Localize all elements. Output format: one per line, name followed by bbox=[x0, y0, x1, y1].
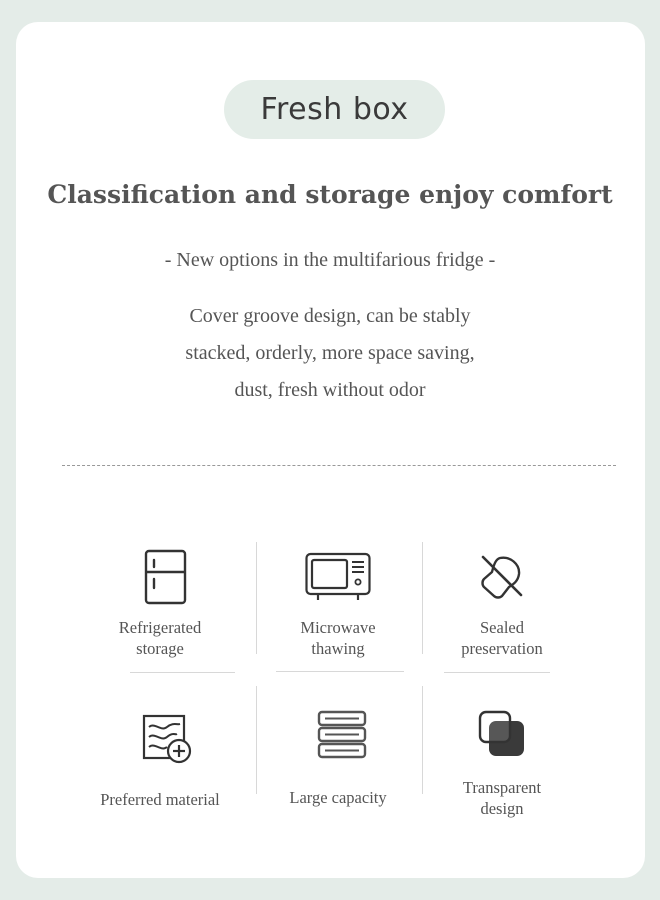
feature-label-capacity: Large capacity bbox=[289, 788, 387, 807]
headline: Classification and storage enjoy comfort bbox=[47, 180, 613, 209]
microwave-icon bbox=[304, 550, 372, 604]
feature-label-refrigerated: Refrigerated storage bbox=[118, 618, 202, 658]
subtitle: - New options in the multifarious fridge - bbox=[164, 249, 496, 271]
description-line-1: Cover groove design, can be stably bbox=[189, 305, 471, 327]
grid-divider bbox=[256, 686, 257, 794]
grid-divider bbox=[422, 686, 423, 794]
description-line-2: stacked, orderly, more space saving, bbox=[185, 342, 475, 364]
badge-title: Fresh box bbox=[224, 80, 445, 139]
feature-label-sealed: Sealed preservation bbox=[461, 618, 543, 658]
description-line-3: dust, fresh without odor bbox=[234, 379, 426, 401]
feature-label-material: Preferred material bbox=[100, 790, 220, 809]
dashed-divider bbox=[62, 465, 616, 466]
material-icon bbox=[141, 713, 195, 767]
transparent-icon bbox=[477, 709, 527, 759]
grid-divider bbox=[422, 542, 423, 654]
feature-label-microwave: Microwave thawing bbox=[300, 618, 376, 658]
fridge-icon bbox=[143, 548, 188, 606]
grid-divider bbox=[130, 672, 235, 673]
grid-divider bbox=[256, 542, 257, 654]
feature-label-transparent: Transparent design bbox=[462, 778, 542, 818]
grid-divider bbox=[444, 672, 550, 673]
grid-divider bbox=[276, 671, 404, 672]
sealed-icon bbox=[476, 552, 526, 602]
stack-icon bbox=[317, 710, 367, 760]
